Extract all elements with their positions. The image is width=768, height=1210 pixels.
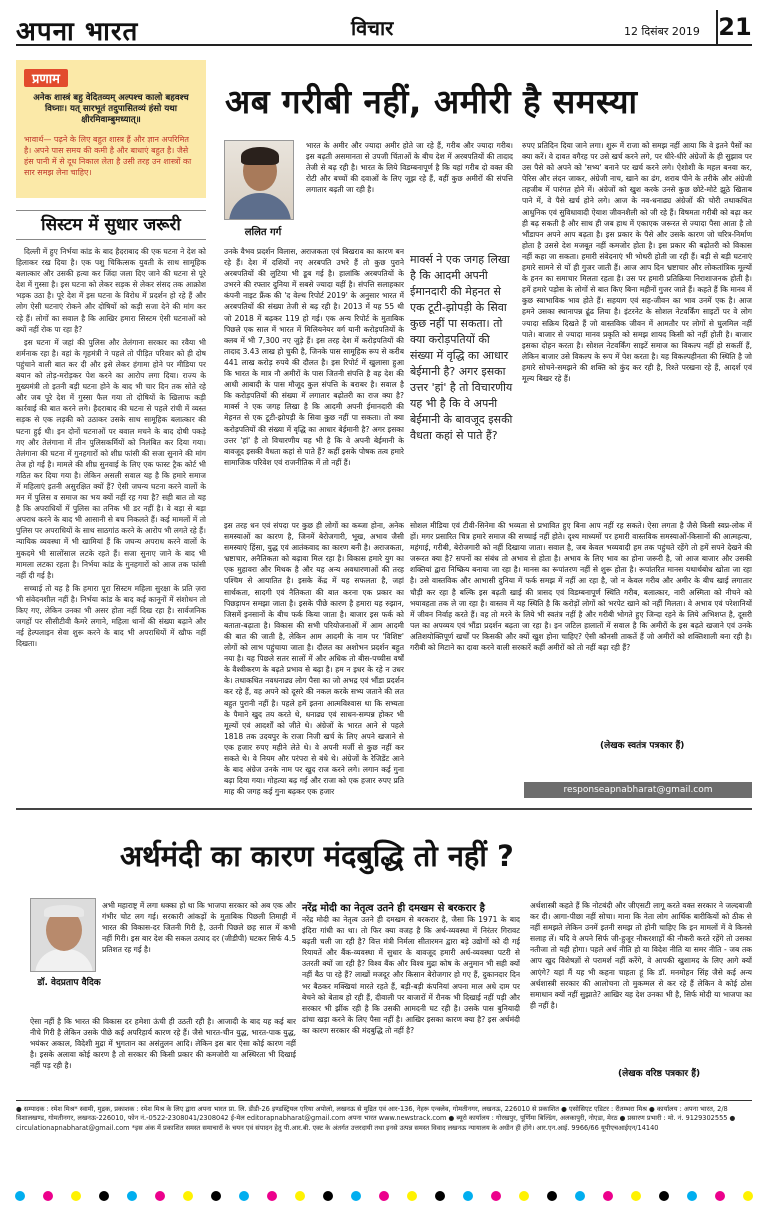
author-box bbox=[224, 140, 302, 240]
imprint-footer: ● सम्पादक : रमेश मिश्र* स्वामी, मुद्रक, प्रकाशक : रमेश मिश्र के लिए द्वारा अपना भारत प्रा. लि. डीडी-26 इण्डस्ट्रियल एरिया अपोलो, लखनऊ से मुद्रित एवं आर-136, नेहरू एन्क्लेव, गोमतीनगर, लखनऊ, 226010 से प्रकाशित ● एसोसिएट एडिटर : रीतम्भरा मिश्र ● कार्यालय : अपना भारत, 2/8 विशालखण्ड, गोमतीनगर, लखनऊ-226010, फोन नं.-0522-2308041/2308042 ई-मेल editorapnabharat@gmail.com अपना भारत www.newstrack.com ● ब्यूरो कार्यालय : गोरखपुर, पूर्णिमा बिल्डिंग, अलकापुरी, नोएडा, मेरठ ● प्रसारण प्रभारी : मो. नं. 9129302555 ● circulationapnabharat@gmail.com *इस अंक में प्रकाशित समस्त समाचारों के चयन एवं संपादन हेतु पी.आर.बी. एक्ट के अंतर्गत उत्तरदायी तथा इनसे उत्पन्न समस्त विवाद लखनऊ न्यायालय के अधीन ही होंगे। आर.एन.आई. 9966/66 यूपीएचआईएन/14140 bbox=[16, 1100, 752, 1176]
author2-photo bbox=[30, 898, 96, 972]
left-article-paragraph: इस घटना में जहां की पुलिस और तेलंगाना सरकार का रवैया भी शर्मनाक रहा है। वहां के गृहमंत्री ने पहले तो पीड़ित परिवार को ही दोष पहुंचाने वाली बात कर दी और इसे लेकर हंगामा होने पर मीडिया पर बयान को तोड़-मरोड़कर पेश करने का आरोप लगा दिया। राज्य के मुख्यमंत्री तो इतनी बड़ी घटना होने के बाद भी चार दिन तक सोते रहे और जब पूरे देश में गुस्सा फैल गया तो दोषियों के खिलाफ कड़ी कार्रवाई की बात करने लगे। हैदराबाद की घटना से पहले रांची में व्यस्त सड़क से एक लड़की को उठाकर उसके साथ सामूहिक बलात्कार की घटना हुई थी। इन दोनों घटनाओं पर बवाल मचने के बाद दोषी पकड़े गए और तेलंगाना में तीन पुलिसकर्मियों को निलंबित कर दिया गया। तेलंगाना की घटना में गुनहगारों को शीघ्र फांसी की सजा सुनाने की मांग तेज हो गई है। मामले की शीघ्र सुनवाई के लिए एक फास्ट ट्रैक कोर्ट भी गठित कर दिया गया है। लेकिन असली सवाल यह है कि हमारे समाज में महिलाएं इतनी असुरक्षित क्यों हैं? ऐसी जघन्य घटना करने वालों के मन में पुलिस व समाज का भय क्यों नहीं रह गया है? सही बात तो यह है कि अपराधियों में पुलिस का तनिक भी डर नहीं है। वे बड़ा से बड़ा अपराध करने के बाद भी आसानी से बच निकलते हैं। कई मामलों में तो पुलिस पर अपराधियों के साथ साठगांठ करने के आरोप भी लगते रहे हैं। न्यायिक व्यवस्था में भी खामियां हैं कि जघन्य अपराध करने वालों के मुकदमे भी सालोंसाल लटके रहते हैं। सजा सुनाए जाने के बाद भी मामला लटका रहता है। निर्भया कांड के गुनहगारों को आज तक फांसी नहीं दी गई है। bbox=[16, 337, 206, 580]
left-article-paragraph: दिल्ली में हुए निर्भया कांड के बाद हैदराबाद की एक घटना ने देश को हिलाकर रख दिया है। एक पशु चिकित्सक युवती के साथ सामूहिक बलात्कार और उसकी हत्या कर जिंदा जला दिए जाने की घटना से पूरे देश में गुस्सा है। इस घटना को लेकर सड़क से लेकर संसद तक आक्रोश भड़क उठा है। पूरे देश में इस घटना के विरोध में प्रदर्शन हो रहे हैं और लोग ऐसी घटनाएं रोकने और दोषियों को कड़ी सजा देने की मांग कर रहे हैं। लोगों का सवाल है कि आखिर हमारा सिस्टम ऐसी घटनाओं को क्यों नहीं रोक पा रहा है? bbox=[16, 247, 206, 334]
registration-dot bbox=[743, 1191, 753, 1201]
registration-dot bbox=[687, 1191, 697, 1201]
left-article-headline: सिस्टम में सुधार जरूरी bbox=[16, 210, 206, 240]
registration-dot bbox=[239, 1191, 249, 1201]
second-article-col1: अभी महाराष्ट्र में लगा धक्का हो था कि भाजपा सरकार को अब एक और गंभीर चोट लग गई। सरकारी आंकड़ों के मुताबिक पिछली तिमाही में भारत की विकास-दर जितनी गिरी है, उतनी पिछले छह साल में कभी नहीं गिरी। इस बार देश की सकल उत्पाद दर (जीडीपी) घटकर सिर्फ 4.5 प्रतिशत रह गई है। bbox=[102, 901, 296, 955]
pranam-meaning: भावार्थ— पढ़ने के लिए बहुत शास्त्र हैं और ज्ञान अपरिमित है। अपने पास समय की कमी है और बाधाएं बहुत है। जैसे हंस पानी में से दूध निकाल लेता है उसी तरह उन शास्त्रों का सार समझ लेना चाहिए। bbox=[24, 135, 192, 177]
author-photo bbox=[224, 140, 294, 220]
registration-dot bbox=[491, 1191, 501, 1201]
response-email[interactable]: responseapnabharat@gmail.com bbox=[524, 782, 752, 798]
issue-date: 12 दिसंबर 2019 bbox=[624, 25, 700, 38]
main-article-body-a: उनके वैभव प्रदर्शन विलास, अराजकता एवं बिखराव का कारण बन रहे हैं। देश में दशियों नए अरबपति उभरे हैं तो कुछ पुराने अरबपतियों की लुटिया भी डूब गई है। हालांकि अरबपतियों के उभरने की रफ्तार दुनिया में सबसे ज्यादा यहीं है। संपत्ति सलाहकार कंपनी नाइट फ्रैंक की 'द वेल्थ रिपोर्ट 2019' के अनुसार भारत में अरबपतियों की संख्या तेजी से बढ़ रही है। 2013 में यह 55 थी जो 2018 में बढ़कर 119 हो गई। एक अन्य रिपोर्ट के मुताबिक पिछले एक साल में भारत में मिलियनेयर वर्ग यानी करोड़पतियों के क्लब में भी 7,300 नए जुड़े हैं। इस तरह देश में करोड़पतियों की तादाद 3.43 लाख हो चुकी है, जिनके पास सामूहिक रूप से करीब 441 लाख करोड़ रुपये की दौलत है। इस रिपोर्ट में खुलासा हुआ कि भारत के मात्र नौ अमीरों के पास जितनी संपत्ति है वह देश की आधी आबादी के पास मौजूद कुल संपत्ति के बराबर है। सवाल है कि करोड़पतियों की संख्या में लगातार बढ़ोतरी का राज क्या है? मार्क्स ने एक जगह लिखा है कि आदमी अपनी ईमानदारी की मेहनत से एक टूटी-झोपड़ी के सिवा कुछ नहीं पा सकता। तो क्या करोड़पतियों की संख्या में वृद्धि का आधार बेईमानी है? अगर इसका उत्तर 'हां' है तो विचारणीय यह भी है कि वे अपनी बेईमानी के बावजूद इसकी वैधता कहां से पाते हैं? कहीं इसके पोषक तत्व हमारे सामाजिक परिवेश एवं राजनीतिक में तो नहीं हैं। bbox=[224, 247, 404, 467]
registration-dot bbox=[715, 1191, 725, 1201]
registration-dot bbox=[379, 1191, 389, 1201]
registration-dot bbox=[127, 1191, 137, 1201]
pranam-box bbox=[16, 60, 206, 198]
registration-dot bbox=[463, 1191, 473, 1201]
page-number: 21 bbox=[716, 10, 752, 44]
registration-dot bbox=[295, 1191, 305, 1201]
main-article-intro bbox=[306, 140, 513, 246]
registration-dot bbox=[435, 1191, 445, 1201]
brand-logo: अपना भारत bbox=[16, 17, 139, 47]
masthead bbox=[16, 10, 752, 46]
main-article-right-column: रुपए प्रतिदिन दिया जाने लगा। शुरू में राजा को समझ नहीं आया कि वे इतने पैसों का क्या करें। वे दावत वगैरह पर उसे खर्च करने लगे, पर धीरे-धीरे अंग्रेजों के ही सुझाव पर उस पैसे को अपने को 'सभ्य' बनाने पर खर्च करने लगे। ऐशोशी के महल बनवा कर, पेरिस और लंदन जाकर, अंग्रेजी नाच, खाने का ढंग, शराब पीने के तरीके और अंग्रेजी तहजीब में पारंगत होने में। अंग्रेजों को खुश करके उनसे कुछ छोटे-मोटे झूठे खिताब पाने में, वे पैसे खर्च होने लगे। आज के नव-धनाढ्य अंग्रेजों की चोरी तथाकथित आधुनिक एवं सुविधावादी ऐयाश जीवनशैली को जी रहे हैं। विषमता गरीबी को बढ़ा कर ही बढ़ सकती है और साथ ही जब हाथ में एकाएक जरूरत से ज्यादा पैसा आता है तो भौंडापन अपने आप बढ़ता है। इस प्रकार के पैसे और उसके कारण जो चरित्र-निर्माण होता है उससे देश मजबूत नहीं कमजोर होता है। इस प्रकार की बढ़ोतरी को विकास नहीं कहा जा सकता। हमारी संवेदनाएं भी भोथरी होती जा रही हैं। बड़ी से बड़ी घटनाएं हमारे सामने से यों ही गुजर जाती हैं। आज आप दिन भ्रष्टाचार और लोकतांत्रिक मूल्यों के हनन का समाचार मिलता रहता है। उस पर हमारी प्रतिक्रिया निराशाजनक होती है। हमें हमारे पड़ोस के लोगों से बात किए बिना महीनों गुजर जाते हैं। कहते हैं कि मानव में कुछ स्वाभाविक भाव होते हैं। सहयाग एवं सह-जीवन का भाव उनमें एक है। आज हमने उसका स्थानापन्न ढूंढ लिया है। इंटरनेट के सोशल नेटवर्किंग साइटों पर वे लोग ज्यादा सक्रिय दिखते हैं जो वास्तविक जीवन में आमतौर पर लोगों से घुलमिल नहीं पाते। बाजार से ज्यादा मानव प्रकृति को समझ शायद किसी को नहीं होती है। बाजार इसका दोहन करता है। सोशल नेटवर्किंग साइटें समाज का विकल्प नहीं हो सकतीं हैं, लेकिन बाजार उसे विकल्प के रूप में पेश करता है। यह विकल्पहीनता की स्थिति है जो हमारे सोचने-समझने की शक्ति को कुंद कर रही है, रिश्ते परखना रहे हैं, आदर्श एवं मूल्य बिखर रहे हैं। bbox=[522, 141, 752, 383]
registration-dot bbox=[659, 1191, 669, 1201]
registration-dot bbox=[351, 1191, 361, 1201]
left-article-paragraph: सच्चाई तो यह है कि हमारा पूरा सिस्टम महिला सुरक्षा के प्रति ज़रा भी संवेदनशील नहीं है। निर्भया कांड के बाद कई कानूनों में संशोधन तो किए गए, लेकिन उनका भी असर होता नहीं दिख रहा है। सार्वजनिक जगहों पर सीसीटीवी कैमरे लगाने, महिला थानों की संख्या बढ़ाने और नई हेल्पलाइन सेवा शुरू करने के बाद भी अपराधियों में खौफ नहीं दिखता। bbox=[16, 583, 206, 649]
registration-dot bbox=[15, 1191, 25, 1201]
registration-dot bbox=[323, 1191, 333, 1201]
second-article-byline: (लेखक वरिष्ठ पत्रकार हैं) bbox=[618, 1069, 701, 1079]
registration-dot bbox=[183, 1191, 193, 1201]
article-separator bbox=[16, 808, 752, 810]
second-article-col1b: ऐसा नहीं है कि भारत की विकास दर हमेशा ऊंची ही उठती रही है। आजादी के बाद यह कई बार नीचे गिरी है लेकिन उसके पीछे कई अपरिहार्य कारण रहे हैं। जैसे भारत-चीन युद्ध, भारत-पाक युद्ध, भयंकर अकाल, विदेशी मुद्रा में भुगतान का असंतुलन आदि। लेकिन इस बार ऐसा कोई कारण नहीं है। इसके अलावा कोई कारण है तो सरकार की किसी प्रकार की कमजोरी या अस्थिरता भी दिखाई नहीं पड़ रही है। bbox=[30, 1017, 296, 1071]
registration-dot bbox=[519, 1191, 529, 1201]
main-article-body-b: इस तरह धन एवं संपदा पर कुछ ही लोगों का कब्जा होना, अनेक समस्याओं का कारण है, जिनमें बेरोजगारी, भूख, अभाव जैसी समस्याएं हिंसा, युद्ध एवं आतंकवाद का कारण बनी है। अराजकता, भ्रष्टाचार, अनैतिकता को बढ़ावा मिल रहा है। विकास हमारे युग का एक मुहावरा और मिथक है और यह अन्य अवधारणाओं की तरह पश्चिम से आयातित है। इसके केंद्र में यह सफलता है, जहां सार्थकता, सादगी एवं नैतिकता की बात करना एक प्रकार का पिछड़ापन समझा जाता है। इसके पीछे कारण है हमारा यह रुझान, जिसमें इनसानों के बीच फर्क किया जाता है। बाजार इस फर्क को बताता-बढ़ाता है। विकास की सभी परियोजनाओं में आम आदमी की बात की जाती है, लेकिन आम आदमी के नाम पर 'विशिष्ट' लोगों को लाभ पहुंचाया जाता है। दौलत का अशोभन प्रदर्शन बहुत नया है। यह पिछले सतर सालों में और अधिक तो बीस-पच्चीस वर्षों के वैश्वीकरण के बढ़ते प्रभाव से बढ़ा है। हम न इधर के रहे न उधर के। तथाकथित नवधनाढ्य लोग पैसा का जो अभद्र एवं भौंडा प्रदर्शन कर रहे हैं, वह अपने को दूसरे की नकल करके सभ्य जताने की लत बहुत पुरानी नहीं है। पहले हमें इतना आत्मविश्वास था कि सभ्यता के पैमाने खुद तय करते थे, धनाढ्य एवं साधन-सम्पन्न होकर भी मूल्यों एवं आदर्शों को जीते थे। अंग्रेजों के भारत आने से पहले 1818 तक उदयपुर के राजा निजी खर्च के लिए अपने खजाने से एक हजार रुपए महीने लेते थे। वे अपनी मर्जी से कुछ नहीं कर सकते थे। वे नियम और परंपरा से बंधे थे। अंग्रेजों के रेजिडेंट आने के बाद अंग्रेज उनके नाम पर खुद राज करने लगे। लगान कई गुना बढ़ा दिया गया। गोहत्या बढ़ गई और राजा को एक हजार रुपए प्रति माह की जगह कई गुना बढ़कर एक हजार bbox=[224, 521, 404, 797]
main-article-byline: (लेखक स्वतंत्र पत्रकार हैं) bbox=[600, 741, 685, 751]
second-article-subhead: नरेंद्र मोदी का नेतृत्व उतने ही दमखम से बरकरार है bbox=[302, 903, 485, 914]
left-article-body bbox=[16, 246, 206, 806]
pranam-verse: अनेक शास्त्रं बहु वेदितव्यम् अल्पश्च कालो बहवश्च विघ्नाः। यत् सारभूतं तदुपासितव्यं हंसो यथा क्षीरमिवाम्बुमध्यात्॥ bbox=[33, 93, 189, 125]
main-headline: अब गरीबी नहीं, अमीरी है समस्या bbox=[225, 82, 638, 121]
registration-dot bbox=[603, 1191, 613, 1201]
registration-dot bbox=[211, 1191, 221, 1201]
author2-box bbox=[30, 898, 108, 1018]
author-name: ललित गर्ग bbox=[244, 227, 282, 238]
registration-dot bbox=[71, 1191, 81, 1201]
section-title: विचार bbox=[351, 16, 394, 40]
second-headline: अर्थमंदी का कारण मंदबुद्धि तो नहीं ? bbox=[120, 839, 514, 873]
registration-dot bbox=[267, 1191, 277, 1201]
registration-dot bbox=[43, 1191, 53, 1201]
main-article-right-lower: सोशल मीडिया एवं टीवी-सिनेमा की भव्यता से प्रभावित हुए बिना आप नहीं रह सकते। ऐसा लगता है जैसे किसी स्वप्न-लोक में हों। मगर प्रसारित चित्र हमारे समाज की सच्चाई नहीं होते। दृश्य माध्यमों पर हमारी वास्तविक समस्याओं-किसानों की आत्महत्या, महंगाई, गरीबी, बेरोजगारी को नहीं दिखाया जाता। सवाल है, जब केवल भव्यवादी हम तक पहुंचते रहेंगे तो हमें सपने देखने की जरूरत क्या है? सपनों का संबंध तो अभाव से होता है। अभाव के लिए भाव का होना जरूरी है, जो आज बाजार और उसकी शक्तियां द्वारा निष्क्रिय बनाया जा रहा है। मानस का रूपांतरण नहीं से शुरू होता है। रूपांतरित मानस यथार्थबोध खोता जा रहा है। उसे वास्तविक और आभासी दुनिया में फर्क समझ में नहीं आ रहा है, जो न केवल गरीब और अमीर के बीच खाई लगातार चौड़ी कर रहा है बल्कि इस बढ़ती खाई की त्रासद एवं विडम्बनापूर्ण स्थिति गरीब, बलात्कार, नारी अस्मिता को नीचने को भयावहता तक ले जा रहा है। वास्तव में यह स्थिति है कि करोड़ों लोगों को भरपेट खाने को नहीं मिलता। वे अभाव एवं परेशानियों में जीवन निर्वाह करते हैं। वह तो मरने के लिये भी स्वतंत्र नहीं है और गरीबी भोगते हुए जिन्दा रहने के लिये अभिशप्त है, दूसरी पल का अपव्यय एवं भौंडा प्रदर्शन बढ़ता जा रहा है। इन जटिल हालातों में सवाल है कि अमीरों के इस बढ़ते खजाने एवं उनके अतिशयोक्तिपूर्ण खर्चों पर किसकी और क्यों खुश होना चाहिए? ऐसी कौनसी ताकतें हैं जो अमीरों को शक्तिशाली बना रही है। गरीबी को मिटाने का दावा करने वाली सरकारें कहीं अमीरों को तो नहीं बढ़ा रही हैं? bbox=[410, 521, 752, 653]
second-article-col3: अर्थशास्त्री कहते हैं कि नोटबंदी और जीएसटी लागू करते वक्त सरकार ने जल्दबाजी कर दी। आगा-पीछा नहीं सोचा। माना कि नेता लोग आर्थिक बारीकियों को ठीक से नहीं समझते लेकिन उनमें इतनी समझ तो होनी चाहिए कि इन मामलों में वे किनसे सलाह लें। यदि वे अपने सिर्फ जी-हुजूर नौकरशाहों की नौकरी करते रहेंगे तो उसका नतीजा तो यही होगा। पहले अर्थ नीति हो या विदेश नीति या समर नीति - जब तक आप खुद विशेषज्ञों से परामर्श नहीं करेंगे, वे आपकी खुशामद के लिए आगे क्यों आएंगे? यहां मैं यह भी कहना चाहता हूं कि डॉ. मनमोहन सिंह जैसे कई अन्य अर्थशास्त्री सरकार की आलोचना तो मुकम्मल से कर रहे हैं लेकिन वे कोई ठोस समाधान क्यों नहीं सुझाते? आखिर यह देश उनका भी है, सिर्फ मोदी या भाजपा का ही नहीं है। bbox=[530, 901, 752, 1010]
registration-marks bbox=[0, 1186, 768, 1206]
registration-dot bbox=[155, 1191, 165, 1201]
main-article-intro-text: भारत के अमीर और ज्यादा अमीर होते जा रहे हैं, गरीब और ज्यादा गरीब। इस बढ़ती असमानता से उपजी चिंताओं के बीच देश में अरबपतियों की तादाद तेजी से बढ़ रही है। भारत के लिये विडम्बनापूर्ण है कि यहां गरीब दो वक्त की रोटी और बच्चों की दवाओं के लिए जूझ रहे हैं, वहीं कुछ अमीरों की संपत्ति लगातार बढ़ती जा रही है। bbox=[306, 141, 513, 195]
registration-dot bbox=[575, 1191, 585, 1201]
registration-dot bbox=[407, 1191, 417, 1201]
registration-dot bbox=[99, 1191, 109, 1201]
registration-dot bbox=[631, 1191, 641, 1201]
second-article-col2: नरेंद्र मोदी का नेतृत्व उतने ही दमखम से बरकरार है, जैसा कि 1971 के बाद इंदिरा गांधी का था। तो फिर क्या वजह है कि अर्थ-व्यवस्था में निरंतर गिरावट बढ़ती चली जा रही है? वित्त मंत्री निर्मला सीतारमन द्वारा बड़े उद्योगों को दी गई रियायतें और बैंक-व्यवस्था में सुधार के बावजूद हमारी अर्थ-व्यवस्था पटरी से उतरती क्यों जा रही है? विश्व बैंक और विश्व मुद्रा कोष के अनुमान भी सही क्यों नहीं बैठ पा रहे हैं? लाखों मजदूर और किसान बेरोजगार हो गए हैं, दुकानदार दिन भर बैठकर मक्खियां मारते रहते हैं, बड़ी-बड़ी कंपनियां अपना माल अधे दाम पर बेचने को बेताब हो रही हैं, दीवाली पर बाजारों में रौनक भी दिखाई नहीं पड़ी और सरकार भी झींक रही है कि उसकी आमदनी घट रही है। उसके पास बुनियादी ढांचा खड़ा करने के लिए पैसा नहीं है। आखिर इसका कारण क्या है? इस अर्थमंदी का कारण सरकार की मंदबुद्धि तो नहीं है? bbox=[302, 915, 520, 1035]
registration-dot bbox=[547, 1191, 557, 1201]
author2-name: डॉ. वेदप्रताप वैदिक bbox=[37, 978, 101, 988]
pull-quote: मार्क्स ने एक जगह लिखा है कि आदमी अपनी ईमानदारी की मेहनत से एक टूटी-झोपड़ी के सिवा कुछ नहीं पा सकता। तो क्या करोड़पतियों की संख्या में वृद्धि का आधार बेईमानी है? अगर इसका उत्तर 'हां' है तो विचारणीय यह भी है कि वे अपनी बेईमानी के बावजूद इसकी वैधता कहां से पाते हैं? bbox=[410, 253, 513, 442]
pranam-tag: प्रणाम bbox=[24, 69, 68, 87]
